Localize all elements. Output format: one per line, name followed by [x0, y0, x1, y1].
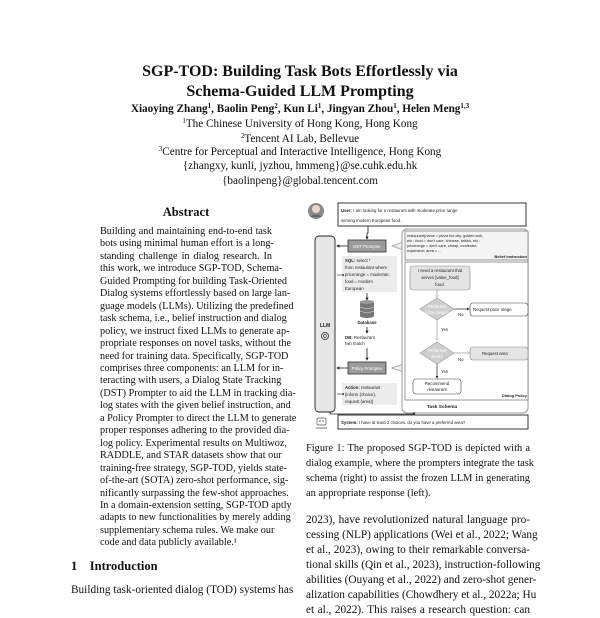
author-list: Xiaoying Zhang$^1$, Baolin Peng$^2$, Kun Li$^1$, Jingyan Zhou$^1$, Helen Meng$^{1,3}$: [130, 102, 470, 115]
author-name: Baolin Peng: [216, 103, 275, 115]
yes-label: Yes: [441, 369, 449, 374]
text-line: 2023), have revolutionized natural language pro-: [306, 514, 530, 526]
request-price-label: Request price range: [473, 307, 512, 312]
affiliation-text: Tencent AI Lab, Bellevue: [244, 133, 360, 145]
figure-1-diagram: [300, 195, 530, 435]
text-line: et al., 2023), owing to their remarkable conversa-: [306, 544, 530, 556]
text-line: a Policy Prompter to direct the LLM to generate: [100, 412, 297, 424]
action-label: Action:: [345, 385, 360, 390]
svg-text:System: I have at least 2 choi: [341, 420, 466, 425]
text-line: policy, we instruct fixed LLMs to generate ap-: [100, 325, 290, 337]
text-line: abilities (Ouyang et al., 2022) and zero-shot gener-: [306, 574, 537, 586]
text-line: log policy. Experimental results on Multiwoz,: [100, 437, 287, 449]
no-label: No: [458, 312, 464, 317]
author-sup: 1: [207, 102, 212, 110]
user-text: serving modern European food.: [341, 218, 402, 223]
system-label: System:: [341, 420, 358, 425]
email-line: {baolinpeng}@global.tencent.com: [222, 175, 378, 187]
svg-text:SQL: select *: [345, 258, 371, 263]
text-line: schema (right) to assist the frozen LLM in generating: [306, 473, 530, 484]
text-line: Guided Prompting for building Task-Oriented: [100, 275, 287, 287]
user-label: User:: [341, 208, 352, 213]
abstract-body: [100, 226, 297, 550]
affiliation-sup: 1: [182, 117, 186, 125]
text-line: propriate responses on novel tasks, without the: [100, 338, 291, 350]
abstract-heading: Abstract: [162, 205, 210, 219]
author-name: Kun Li: [283, 103, 318, 115]
start-node-line: serves [value_food]: [421, 275, 459, 280]
author-sup: 1: [317, 102, 322, 110]
sql-line: food = modern: [345, 279, 373, 284]
right-column-body: [306, 513, 541, 618]
db-line: Restaurant: [353, 335, 375, 340]
text-line: RADDLE, and STAR datasets show that our: [100, 450, 282, 462]
db-line: two match: [345, 341, 365, 346]
text-line: cessing (NLP) applications (Wei et al., 2022; Wang: [306, 529, 538, 541]
text-line: (DST) Prompter to aid the LLM in tracking dia-: [100, 387, 296, 399]
action-line: request (area)}: [345, 399, 374, 404]
section-number: 1: [71, 559, 78, 573]
author-sup: 1,3: [460, 102, 470, 110]
affiliation-text: The Chinese University of Hong Kong, Hong Kong: [185, 118, 418, 130]
recommend-line: Recommend: [424, 381, 450, 386]
start-node-line: food.: [435, 282, 445, 287]
text-line: tional skills (Qin et al., 2023), instruction-following: [306, 559, 541, 571]
sql-line: from restaurant where: [345, 265, 388, 270]
user-utterance: [341, 208, 458, 213]
affiliation: [0, 117, 600, 132]
text-line: In a domain-extension setting, SGP-TOD aptly: [100, 499, 292, 511]
sql-label: SQL:: [345, 258, 356, 263]
text-line: Building and maintaining end-to-end task: [100, 226, 272, 237]
text-line: code and data publicly available.¹: [100, 537, 237, 549]
section-heading-introduction: [71, 559, 158, 574]
text-line: teracting with users, a Dialog State Tracking: [100, 375, 282, 387]
text-line: bots using minimal human effort is a long-: [100, 238, 274, 250]
yes-label: Yes: [441, 327, 449, 332]
text-line: proper responses adhering to the provided dia-: [100, 425, 290, 437]
svg-text:Action: restaurant: [345, 385, 381, 390]
author-sup: 1: [393, 102, 397, 110]
belief-line: expensive; area = ...: [407, 249, 442, 253]
llm-label: LLM: [319, 323, 331, 329]
dialog-policy-label: Dialog Policy: [501, 393, 527, 398]
text-line: training-free strategy, SGP-TOD, yields state-: [100, 462, 288, 474]
database-label: Database: [357, 320, 377, 325]
belief-line: pricerange = don't care, cheap, moderate,: [407, 244, 478, 248]
database-icon: [360, 300, 374, 318]
affiliation-text: Centre for Perceptual and Interactive Intelligence, Hong Kong: [162, 146, 442, 158]
belief-line: etc.; food = don't care, chinese, british, etc.;: [407, 239, 481, 243]
paper-title-line-1: SGP-TOD: Building Task Bots Effortlessly via: [142, 63, 458, 80]
text-line: nificantly surpassing the few-shot approaches.: [100, 487, 289, 499]
email-line: {zhangxy, kunli, jyzhou, hmmeng}@se.cuhk.edu.hk: [182, 160, 418, 172]
policy-prompter-label: Policy Prompter: [351, 366, 383, 371]
decision-line: Preferred: [428, 304, 446, 309]
text-line: supplementary schema rules. We make our: [100, 524, 275, 536]
text-line: log states with the given belief instruction, and: [100, 400, 291, 412]
figure-caption: [306, 441, 534, 501]
author-name: Helen Meng: [402, 103, 461, 115]
text-line: of-the-art (SOTA) zero-shot performance, sig-: [100, 475, 289, 487]
decision-line: Preferred: [428, 348, 446, 353]
decision-line: price range?: [425, 310, 449, 315]
db-label: DB:: [345, 335, 353, 340]
text-line: need for training data. Specifically, SGP-TOD: [100, 350, 289, 362]
text-line: guage models (LLMs). Utilizing the predefined: [100, 300, 294, 312]
user-text: I am looking for a restaurant with moderate price range: [353, 208, 458, 213]
text-line: Dialog systems effortlessly based on large lan-: [100, 288, 291, 300]
robot-icon: [316, 418, 327, 428]
text-line: dialog example, where the prompters integrate the task: [306, 458, 534, 469]
text-line: Building task-oriented dialog (TOD) systems has: [71, 584, 294, 596]
text-line: et al., 2022). This raises a research question: can: [306, 604, 530, 616]
text-line: an appropriate response (left).: [306, 488, 431, 499]
start-node-line: I need a restaurant that: [417, 268, 463, 273]
system-text: I have at least 2 choices, do you have a preferred area?: [358, 420, 466, 425]
author-name: Jingyan Zhou: [326, 103, 394, 115]
paper-title-line-2: Schema-Guided LLM Prompting: [186, 83, 414, 100]
recommend-line: restaurant: [427, 387, 447, 392]
belief-line: restaurant{name = pizza hut city, golden wok,: [407, 234, 484, 238]
belief-instruction-label: Belief Instruction: [494, 254, 527, 259]
text-line: standing challenge in dialog research. In: [100, 250, 272, 262]
text-line: this work, we introduce SGP-TOD, Schema-: [100, 263, 283, 275]
text-line: comprises three components: an LLM for in-: [100, 362, 284, 374]
sql-line: select *: [356, 258, 371, 263]
affiliation: [0, 145, 600, 160]
task-schema-label: Task Schema: [426, 405, 458, 410]
text-line: Figure 1: The proposed SGP-TOD is depicted with a: [306, 443, 530, 454]
request-area-label: Request area: [482, 351, 508, 356]
no-label: No: [458, 357, 464, 362]
svg-text:DB: Restaurant: [345, 335, 376, 340]
section-title: Introduction: [89, 559, 158, 573]
text-line: adapts to new functionalities by merely adding: [100, 512, 291, 524]
affiliation-sup: 3: [158, 145, 163, 153]
author-sup: 2: [274, 102, 278, 110]
text-line: alization capabilities (Chowdhery et al., 2022a; Hu: [306, 589, 537, 601]
affiliation-sup: 2: [240, 132, 245, 140]
sql-line: European: [345, 286, 364, 291]
user-avatar-icon: [308, 203, 324, 219]
action-line: {inform (choice),: [345, 392, 377, 397]
introduction-body: [71, 583, 293, 598]
text-line: task schema, i.e., belief instruction and dialog: [100, 313, 287, 325]
decision-line: area?: [431, 354, 443, 359]
dst-prompter-label: DST Prompter: [353, 244, 381, 249]
action-line: restaurant: [361, 385, 381, 390]
author-name: Xiaoying Zhang: [130, 103, 208, 115]
sql-line: pricerange = moderate;: [345, 272, 390, 277]
